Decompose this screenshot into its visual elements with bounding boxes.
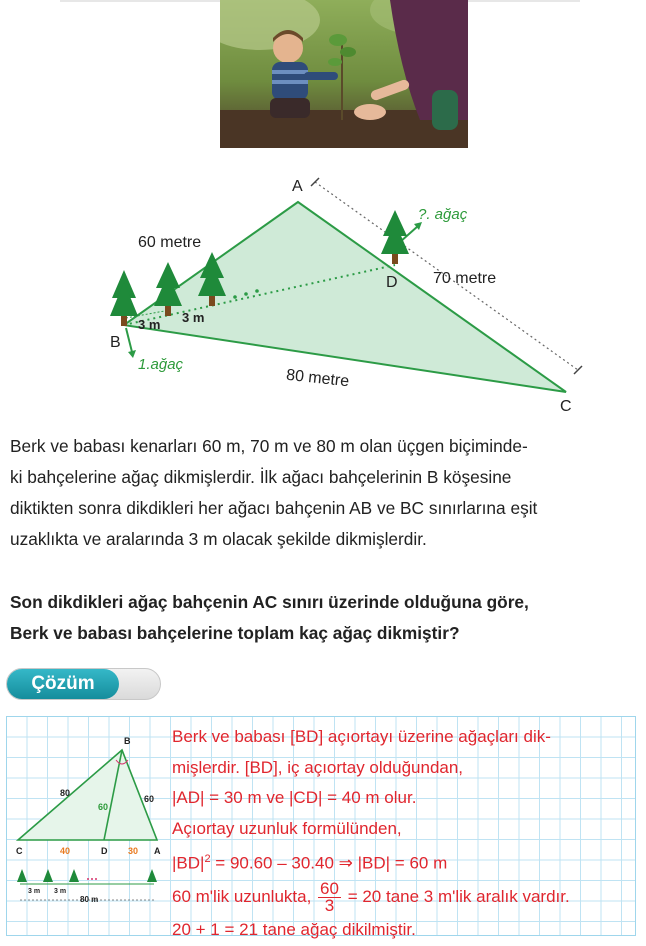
garden-triangle [124, 202, 566, 392]
mini-seg1-label: 3 m [28, 888, 41, 895]
solution-text [172, 722, 632, 946]
vertex-d-label: D [386, 274, 398, 291]
vertex-b-label: B [110, 334, 121, 351]
problem-line: Berk ve babası kenarları 60 m, 70 m ve 80 m olan üçgen biçiminde- [10, 436, 528, 456]
mini-bd-label: 60 [98, 802, 109, 812]
solution-mini-figure [12, 728, 162, 913]
garden-triangle-figure [100, 170, 600, 420]
mini-triangle [18, 750, 157, 840]
exponent: 2 [204, 853, 211, 865]
last-tree-label: ?. ağaç [418, 206, 468, 223]
side-bc-label: 80 metre [285, 366, 350, 391]
mini-d-label: D [101, 846, 108, 856]
question-line: Son dikdikleri ağaç bahçenin AC sınırı üzerinde olduğuna göre, [10, 592, 529, 612]
bd-term: |BD| [172, 853, 205, 873]
solution-tab [6, 668, 161, 700]
side-ab-label: 60 metre [138, 234, 202, 251]
problem-line: ki bahçelerine ağaç dikmişlerdir. İlk ağacı bahçelerinin B köşesine [10, 467, 512, 487]
mini-c-label: C [16, 846, 23, 856]
mini-side-label: 60 [144, 794, 155, 804]
solution-line: Açıortay uzunluk formülünden, [172, 818, 402, 838]
fraction [318, 881, 341, 914]
solution-answer-line: 20 + 1 = 21 tane ağaç dikilmiştir. [172, 920, 416, 940]
problem-text [10, 431, 638, 555]
solution-line: |AD| = 30 m ve |CD| = 40 m olur. [172, 788, 417, 807]
solution-formula-line [172, 844, 632, 879]
question-text [10, 587, 638, 649]
fraction-numerator: 60 [320, 879, 339, 899]
mini-b-label: B [124, 736, 131, 746]
mini-da-label: 30 [128, 846, 139, 856]
side-ac-label: 70 metre [433, 270, 497, 287]
spacing-label-2: 3 m [182, 310, 205, 325]
tree-planting-photo [220, 0, 468, 148]
tree-icon [43, 869, 53, 882]
formula-rest: = 90.60 – 30.40 ⇒ |BD| = 60 m [210, 853, 448, 873]
fraction-suffix: = 20 tane 3 m'lik aralık vardır. [347, 887, 570, 907]
vertex-a-label: A [292, 178, 303, 195]
tree-icon [69, 869, 79, 882]
solution-label: Çözüm [7, 669, 119, 699]
mini-cd-label: 40 [60, 846, 71, 856]
mini-total-label: 80 m [80, 895, 99, 904]
question-line: Berk ve babası bahçelerine toplam kaç ağaç dikmiştir? [10, 623, 460, 643]
solution-line: mişlerdir. [BD], iç açıortay olduğundan, [172, 757, 464, 777]
problem-line: uzaklıkta ve aralarında 3 m olacak şekilde dikmişlerdir. [10, 529, 427, 549]
spacing-label-1: 3 m [138, 317, 161, 332]
tree-icon [17, 869, 27, 882]
tree-icon [147, 869, 157, 882]
first-tree-label: 1.ağaç [138, 356, 184, 373]
mini-a-label: A [154, 846, 161, 856]
mini-ab-label: 80 [60, 788, 71, 798]
fraction-denominator: 3 [324, 896, 335, 916]
solution-line: Berk ve babası [BD] açıortayı üzerine ağaçları dik- [172, 727, 551, 746]
vertex-c-label: C [560, 398, 572, 415]
fraction-prefix: 60 m'lik uzunlukta, [172, 887, 312, 907]
mini-seg2-label: 3 m [54, 888, 67, 895]
problem-line: diktikten sonra dikdikleri her ağacı bahçenin AB ve BC sınırlarına eşit [10, 498, 538, 518]
solution-fraction-line [172, 879, 632, 915]
